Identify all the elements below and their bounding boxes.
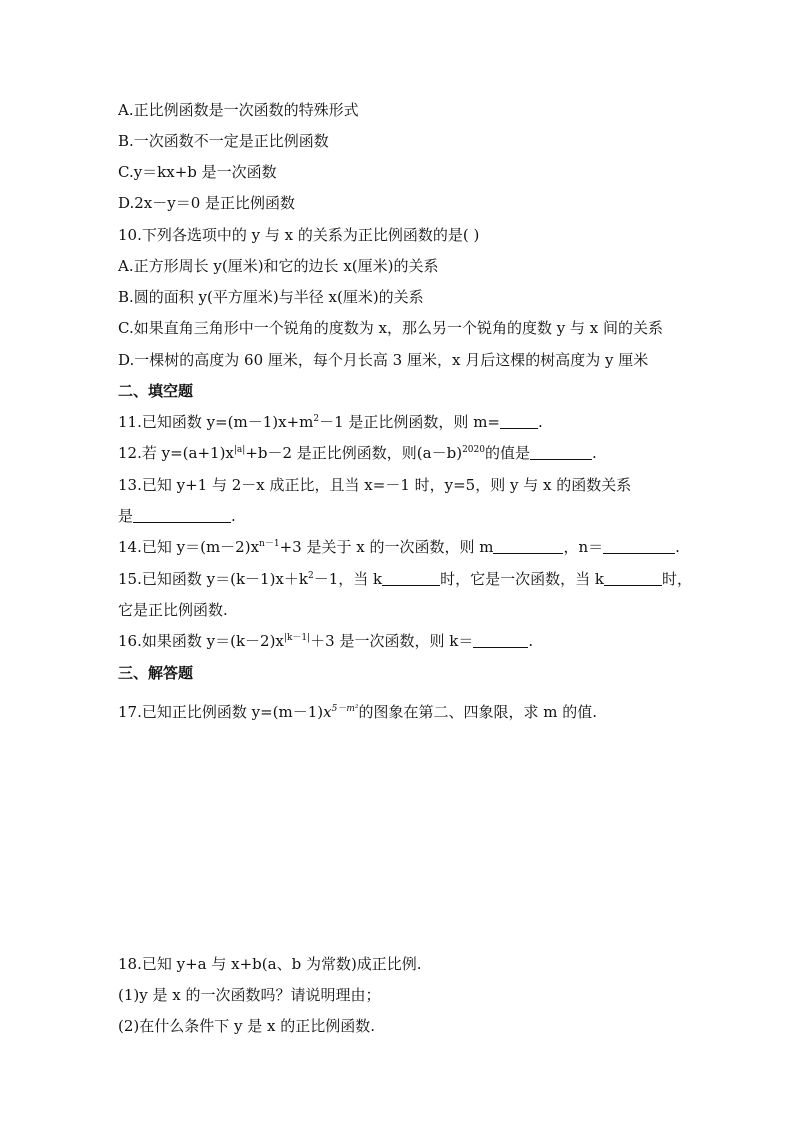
q14-end: . <box>675 538 680 556</box>
q9-option-a: A.正比例函数是一次函数的特殊形式 <box>118 101 359 119</box>
q14-text-2: +3 是关于 x 的一次函数，则 m <box>279 538 494 556</box>
q11-exponent: 2 <box>313 414 320 424</box>
q14-text-1: 14.已知 y＝(m－2)x <box>118 538 260 556</box>
q11-blank <box>500 414 538 429</box>
q17-exponent: 5－m² <box>331 704 359 714</box>
q16-end: . <box>528 632 534 650</box>
q17-variable: x <box>323 703 332 721</box>
q11 <box>118 412 543 432</box>
q10-option-b: B.圆的面积 y(平方厘米)与半径 x(厘米)的关系 <box>118 288 424 306</box>
q14-exponent: n－1 <box>259 539 280 549</box>
q9-option-d: D.2x－y＝0 是正比例函数 <box>118 194 296 212</box>
q15-line-2: 它是正比例函数. <box>118 601 228 619</box>
q11-text-2: －1 是正比例函数，则 m= <box>319 413 500 431</box>
q12 <box>118 443 597 463</box>
q9-option-c: C.y＝kx+b 是一次函数 <box>118 163 277 181</box>
q13-end: . <box>231 507 236 525</box>
q9-option-b: B.一次函数不一定是正比例函数 <box>118 132 329 150</box>
q14-blank-n <box>603 539 675 554</box>
section-solution-title: 三、解答题 <box>118 664 194 682</box>
q10-stem: 10.下列各选项中的 y 与 x 的关系为正比例函数的是( ) <box>118 226 480 244</box>
q16 <box>118 631 533 651</box>
q15-text-3: 时，它是一次函数，当 k <box>440 570 604 588</box>
q15-blank-1 <box>382 571 440 586</box>
q15-text-4: 时， <box>661 570 692 588</box>
q14 <box>118 537 680 557</box>
q17-text-2: 的图象在第二、四象限，求 m 的值. <box>358 703 598 721</box>
q18-part-1: (1)y 是 x 的一次函数吗？请说明理由； <box>118 986 381 1004</box>
q10-option-d: D.一棵树的高度为 60 厘米，每个月长高 3 厘米，x 月后这棵的树高度为 y 厘米 <box>118 351 649 369</box>
q17-text-1: 17.已知正比例函数 y=(m－1) <box>118 703 324 721</box>
q17 <box>118 702 597 722</box>
q12-exponent-2: 2020 <box>462 445 485 455</box>
q12-text-3: 的值是 <box>484 444 530 462</box>
q12-text-1: 12.若 y=(a+1)x <box>118 444 234 462</box>
q13-line-2 <box>118 506 236 526</box>
q10-option-c: C.如果直角三角形中一个锐角的度数为 x，那么另一个锐角的度数 y 与 x 间的关系 <box>118 319 663 337</box>
q18-stem: 18.已知 y+a 与 x+b(a、b 为常数)成正比例. <box>118 955 422 973</box>
q16-text-2: ＋3 是一次函数，则 k＝ <box>310 632 474 650</box>
q11-text-1: 11.已知函数 y=(m－1)x+m <box>118 413 314 431</box>
section-fill-in-title: 二、填空题 <box>118 382 194 400</box>
q15-exponent: 2 <box>307 571 314 581</box>
q15-line-1 <box>118 569 692 589</box>
q16-text-1: 16.如果函数 y＝(k－2)x <box>118 632 284 650</box>
q15-text-2: －1，当 k <box>313 570 383 588</box>
q16-blank <box>473 633 528 648</box>
q14-text-3: ，n＝ <box>563 538 604 556</box>
q12-text-2: +b－2 是正比例函数，则(a－b) <box>245 444 463 462</box>
q16-exponent: |k－1| <box>283 633 311 643</box>
q10-option-a: A.正方形周长 y(厘米)和它的边长 x(厘米)的关系 <box>118 257 439 275</box>
q13-text: 是 <box>118 507 134 525</box>
q12-exponent-1: |a| <box>233 445 246 455</box>
q13-blank <box>133 508 231 523</box>
q18-part-2: (2)在什么条件下 y 是 x 的正比例函数. <box>118 1017 376 1035</box>
q14-blank-m <box>493 539 563 554</box>
q11-end: . <box>538 413 543 431</box>
q12-blank <box>530 445 592 460</box>
q15-blank-2 <box>604 571 662 586</box>
q15-text-1: 15.已知函数 y＝(k－1)x＋k <box>118 570 308 588</box>
q12-end: . <box>591 444 597 462</box>
q13-line-1: 13.已知 y+1 与 2－x 成正比，且当 x=－1 时，y=5，则 y 与 x 的函数关系 <box>118 476 632 494</box>
